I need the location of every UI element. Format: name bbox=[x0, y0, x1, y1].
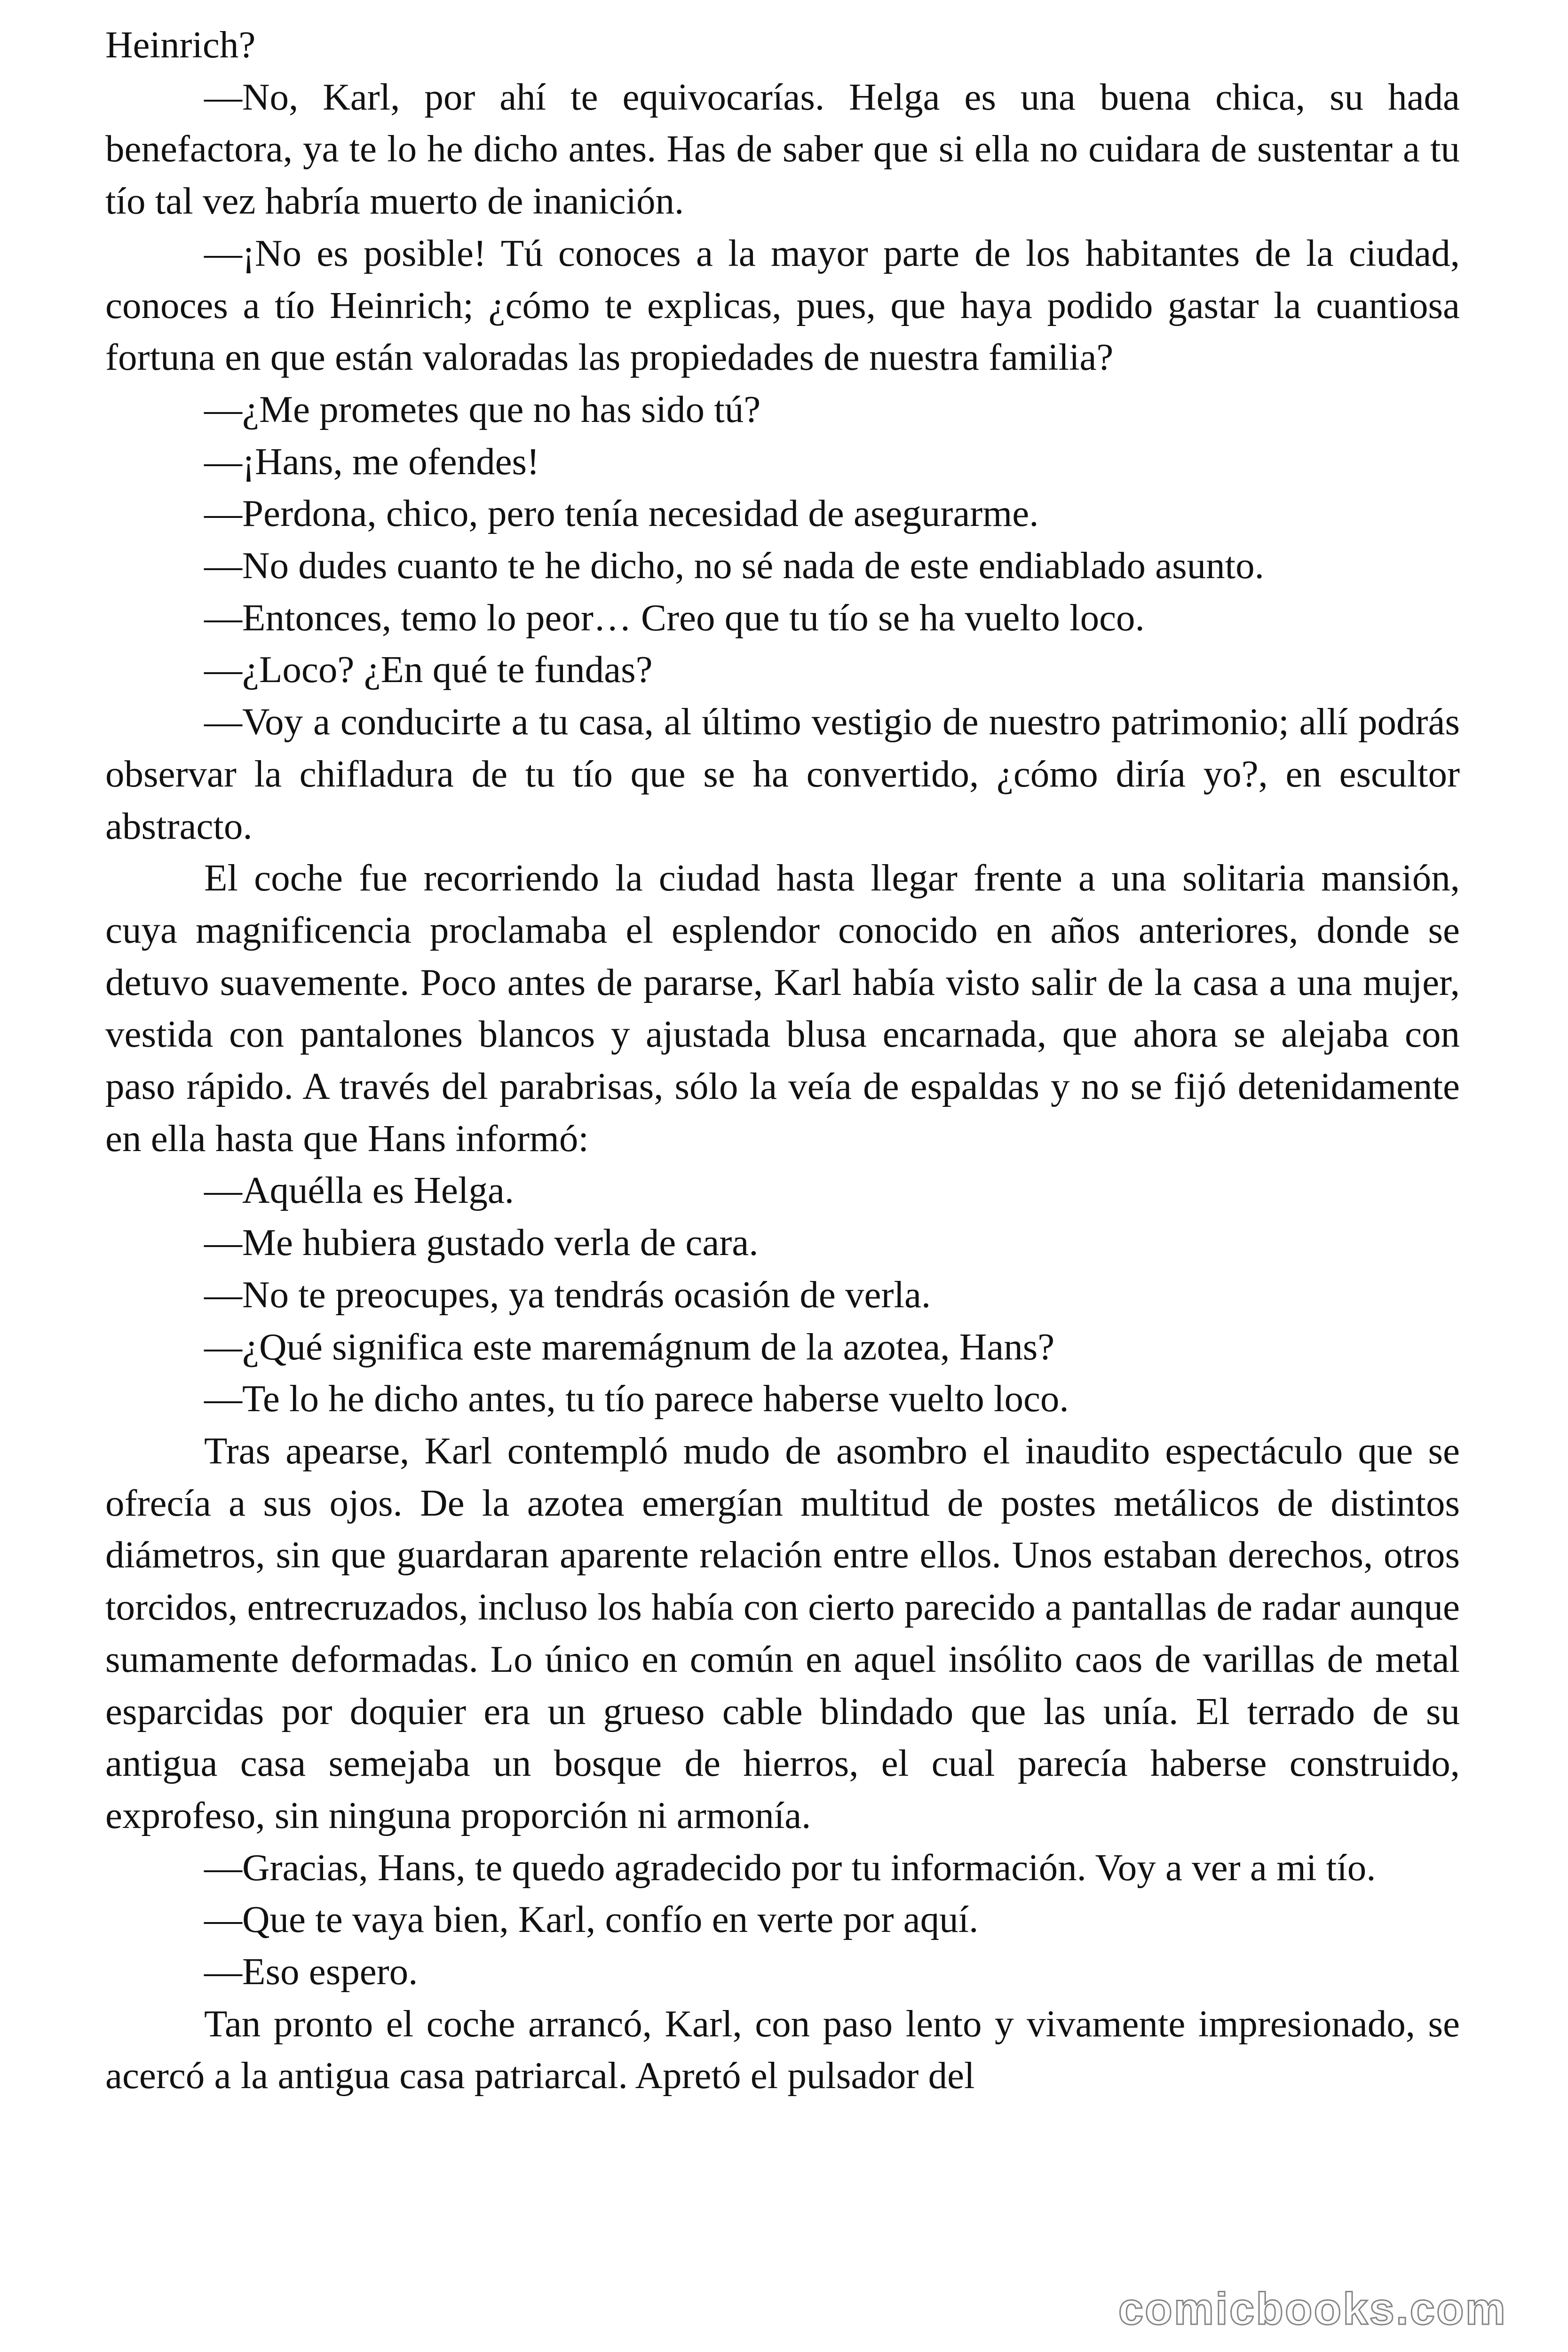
paragraph-20: —Eso espero. bbox=[204, 1950, 418, 1993]
paragraph-6: —Perdona, chico, pero tenía necesidad de asegurarme. bbox=[204, 492, 1039, 535]
paragraph-13: —Me hubiera gustado verla de cara. bbox=[204, 1221, 759, 1264]
paragraph-19: —Que te vaya bien, Karl, confío en verte por aquí. bbox=[204, 1898, 979, 1941]
paragraph-9: —¿Loco? ¿En qué te fundas? bbox=[204, 648, 653, 691]
paragraph-4: —¿Me prometes que no has sido tú? bbox=[204, 388, 761, 430]
paragraph-12: —Aquélla es Helga. bbox=[204, 1169, 515, 1212]
paragraph-21: Tan pronto el coche arrancó, Karl, con paso lento y vivamente impresionado, se acercó a la antigua casa patriarcal. Apretó el pulsador del bbox=[105, 2002, 1460, 2097]
watermark-logo: comicbooks.com bbox=[1118, 2284, 1507, 2334]
paragraph-17: Tras apearse, Karl contempló mudo de asombro el inaudito espectáculo que se ofrecía a sus ojos. De la azotea emergían multitud de postes metálicos de distintos diámetros, sin que guardaran aparente relación entre ellos. Unos estaban derechos, otros torcidos, entrecruzados, incluso los había con cierto parecido a pantallas de radar aunque sumamente deformadas. Lo único en común en aquel insólito caos de varillas de metal esparcidas por doquier era un grueso cable blindado que las unía. El terrado de su antigua casa semejaba un bosque de hierros, el cual parecía haberse construido, exprofeso, sin ninguna proporción ni armonía. bbox=[105, 1429, 1460, 1836]
paragraph-16: —Te lo he dicho antes, tu tío parece haberse vuelto loco. bbox=[204, 1377, 1069, 1420]
paragraph-10: —Voy a conducirte a tu casa, al último vestigio de nuestro patrimonio; allí podrás observar la chifladura de tu tío que se ha convertido, ¿cómo diría yo?, en escultor abstracto. bbox=[105, 700, 1460, 847]
paragraph-8: —Entonces, temo lo peor… Creo que tu tío se ha vuelto loco. bbox=[204, 596, 1145, 639]
paragraph-14: —No te preocupes, ya tendrás ocasión de verla. bbox=[204, 1273, 931, 1316]
page-text bbox=[105, 19, 1460, 2102]
paragraph-2: —No, Karl, por ahí te equivocarías. Helga es una buena chica, su hada benefactora, ya te lo he dicho antes. Has de saber que si ella no cuidara de sustentar a tu tío tal vez habría muerto de inanición. bbox=[105, 75, 1460, 222]
paragraph-18: —Gracias, Hans, te quedo agradecido por tu información. Voy a ver a mi tío. bbox=[204, 1846, 1376, 1889]
paragraph-3: —¡No es posible! Tú conoces a la mayor parte de los habitantes de la ciudad, conoces a tío Heinrich; ¿cómo te explicas, pues, que haya podido gastar la cuantiosa fortuna en que están valoradas las propiedades de nuestra familia? bbox=[105, 231, 1460, 379]
paragraph-7: —No dudes cuanto te he dicho, no sé nada de este endiablado asunto. bbox=[204, 544, 1264, 587]
paragraph-5: —¡Hans, me ofendes! bbox=[204, 440, 540, 483]
paragraph-15: —¿Qué significa este maremágnum de la azotea, Hans? bbox=[204, 1325, 1055, 1368]
paragraph-1: Heinrich? bbox=[105, 24, 256, 66]
paragraph-11: El coche fue recorriendo la ciudad hasta llegar frente a una solitaria mansión, cuya magnificencia proclamaba el esplendor conocido en años anteriores, donde se detuvo suavemente. Poco antes de pararse, Karl había visto salir de la casa a una mujer, vestida con pantalones blancos y ajustada blusa encarnada, que ahora se alejaba con paso rápido. A través del parabrisas, sólo la veía de espaldas y no se fijó detenidamente en ella hasta que Hans informó: bbox=[105, 857, 1460, 1160]
